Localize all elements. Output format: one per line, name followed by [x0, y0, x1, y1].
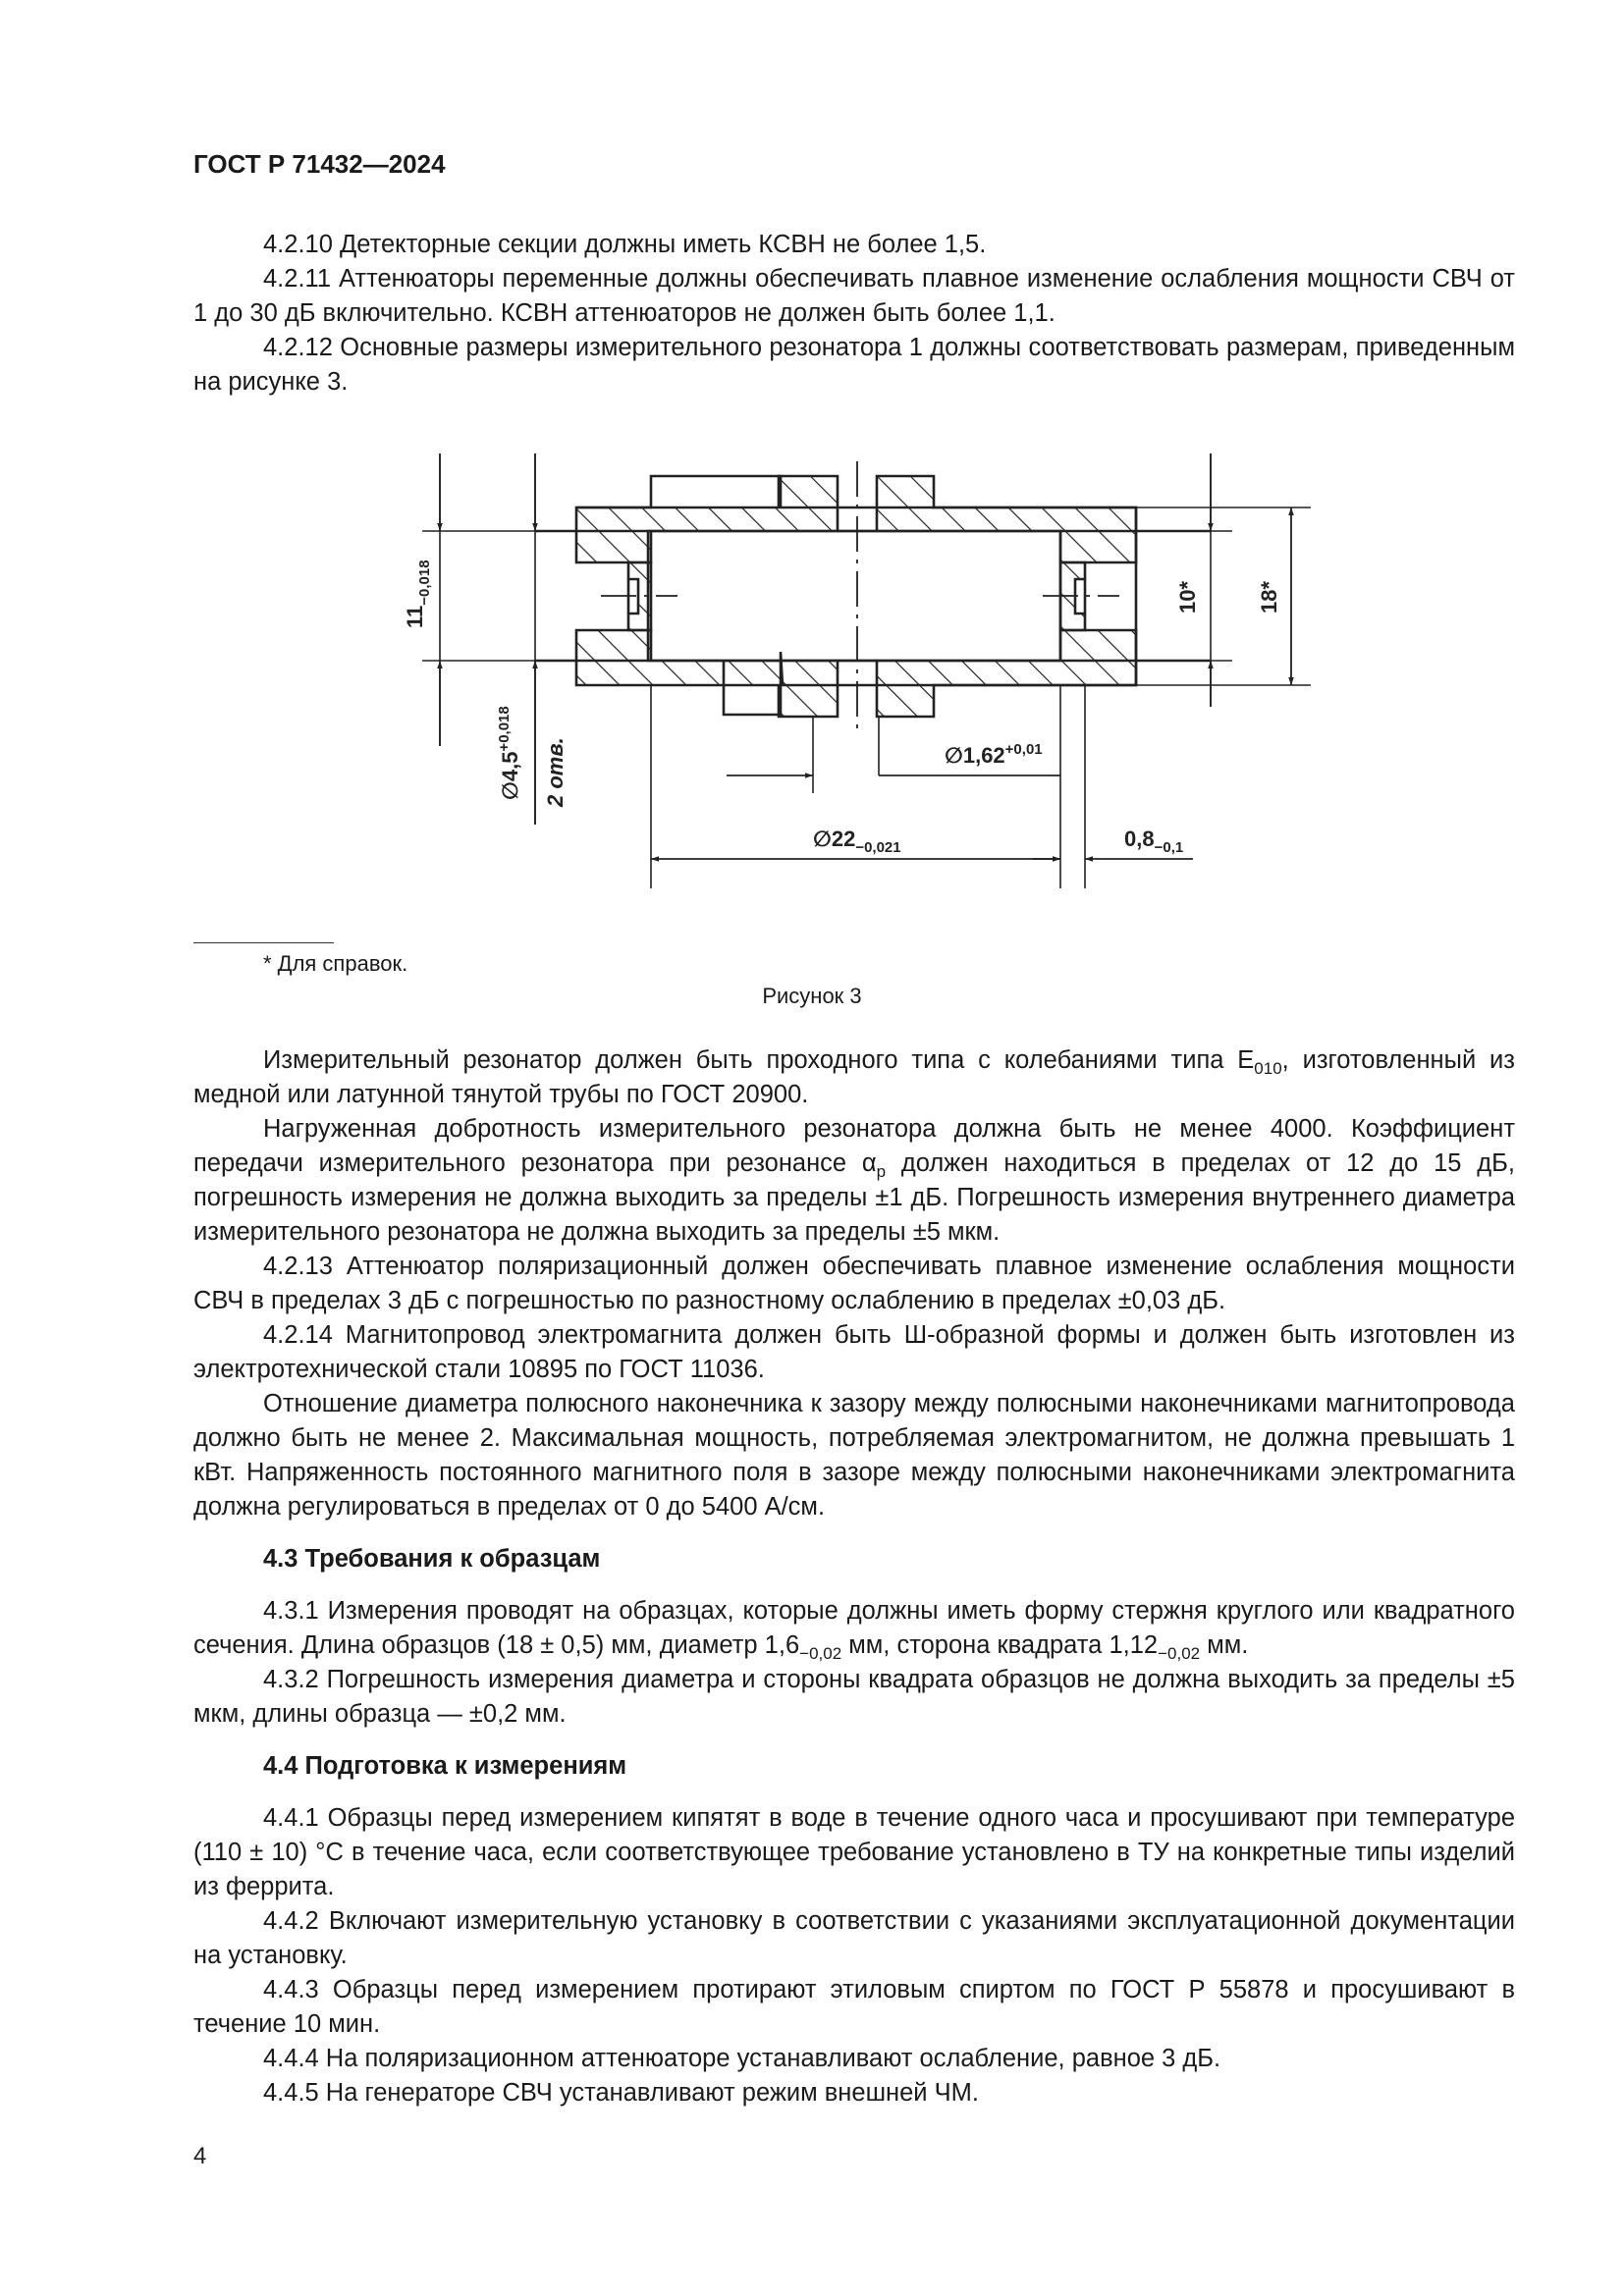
clause-4-2-14: 4.2.14 Магнитопровод электромагнита должен быть Ш-образной формы и должен быть изготовлен из электротехнической стали 10895 по ГОСТ 11036. [193, 1321, 1515, 1383]
figure-caption: Рисунок 3 [762, 984, 862, 1008]
clause-4-2-10: 4.2.10 Детекторные секции должны иметь КСВН не более 1,5. [263, 231, 987, 258]
figure-footnote: * Для справок. [263, 951, 408, 976]
dim-11-sub: −0,018 [416, 560, 433, 606]
dim-d22-main: ∅22 [813, 827, 856, 851]
paragraph-resonator-type: Измерительный резонатор должен быть проходного типа с колебаниями типа $Е_{010}$, изготовленный из медной или латунной тянутой трубы по ГОСТ 20900. [193, 1046, 1515, 1108]
clause-4-4-1: 4.4.1 Образцы перед измерением кипятят в воде в течение одного часа и просушивают при температуре (110 ± 10) °С в течение часа, если соответствующее требование установлено в ТУ на конкретные типы изделий из феррита. [193, 1804, 1515, 1900]
section-4-3-title: 4.3 Требования к образцам [263, 1545, 601, 1573]
dim-label-d45 [496, 706, 522, 800]
dim-d45-main: ∅4,5 [498, 751, 522, 800]
figure-3-resonator-drawing [0, 0, 1624, 942]
clause-4-4-3: 4.4.3 Образцы перед измерением протирают этиловым спиртом по ГОСТ Р 55878 и просушивают в течение 10 мин. [193, 1976, 1515, 2038]
document-header: ГОСТ Р 71432—2024 [193, 149, 446, 179]
dim-label-d22 [813, 827, 901, 856]
clause-4-4-4: 4.4.4 На поляризационном аттенюаторе устанавливают ослабление, равное 3 дБ. [263, 2045, 1221, 2072]
paragraph-quality-factor: Нагруженная добротность измерительного резонатора должна быть не менее 4000. Коэффициент передачи измерительного резонатора при резонансе $\alpha_р$ должен находиться в пределах от 12 до 15 дБ, погрешность измерения не должна выходить за пределы ±1 дБ. Погрешность измерения внутреннего диаметра измерительного резонатора не должна выходить за пределы ±5 мкм. [193, 1115, 1515, 1246]
dim-08-sub: −0,1 [1154, 839, 1184, 856]
clause-4-2-12: 4.2.12 Основные размеры измерительного резонатора 1 должны соответствовать размерам, приведенным на рисунке 3. [193, 334, 1515, 396]
dim-label-holes: 2 отв. [543, 737, 568, 807]
clause-4-2-13: 4.2.13 Аттенюатор поляризационный должен обеспечивать плавное изменение ослабления мощности СВЧ в пределах 3 дБ с погрешностью по разностному ослаблению в пределах ±0,03 дБ. [193, 1253, 1515, 1314]
dim-d162-sup: +0,01 [1004, 741, 1043, 758]
dim-11-main: 11 [403, 605, 427, 628]
dim-d22-sub: −0,021 [855, 839, 901, 856]
page-number: 4 [193, 2143, 207, 2169]
clause-4-3-1: 4.3.1 Измерения проводят на образцах, которые должны иметь форму стержня круглого или квадратного сечения. Длина образцов (18 ± 0,5) мм, диаметр $1,6_{-0,02}$ мм, сторона квадрата $1,12_{-0,02}$ мм. [193, 1597, 1515, 1664]
clause-4-4-2: 4.4.2 Включают измерительную установку в соответствии с указаниями эксплуатационной документации на установку. [193, 1907, 1515, 1969]
dim-08-main: 0,8 [1124, 827, 1155, 851]
clause-4-2-11: 4.2.11 Аттенюаторы переменные должны обеспечивать плавное изменение ослабления мощности СВЧ от 1 до 30 дБ включительно. КСВН аттенюаторов не должен быть более 1,1. [193, 265, 1515, 327]
clause-4-4-5: 4.4.5 На генераторе СВЧ устанавливают режим внешней ЧМ. [263, 2079, 979, 2107]
footnote-separator [193, 942, 334, 943]
section-4-4-title: 4.4 Подготовка к измерениям [263, 1752, 627, 1780]
main-body [193, 1043, 1515, 2110]
dim-label-10: 10* [1175, 580, 1200, 614]
dim-label-11 [403, 560, 433, 628]
dim-label-18: 18* [1257, 580, 1281, 614]
clause-4-3-2: 4.3.2 Погрешность измерения диаметра и стороны квадрата образцов не должна выходить за пределы ±5 мкм, длины образца — ±0,2 мм. [193, 1666, 1515, 1728]
dim-d45-sup: +0,018 [496, 706, 513, 752]
paragraph-magnet-ratio: Отношение диаметра полюсного наконечника к зазору между полюсными наконечниками магнитопровода должно быть не менее 2. Максимальная мощность, потребляемая электромагнитом, не должна превышать 1 кВт. Напряженность постоянного магнитного поля в зазоре между полюсными наконечниками электромагнита должна регулироваться в пределах от 0 до 5400 А/см. [193, 1390, 1515, 1521]
dim-label-d162 [945, 741, 1043, 768]
dim-d162-main: ∅1,62 [945, 743, 1005, 768]
dim-label-08 [1124, 827, 1183, 856]
